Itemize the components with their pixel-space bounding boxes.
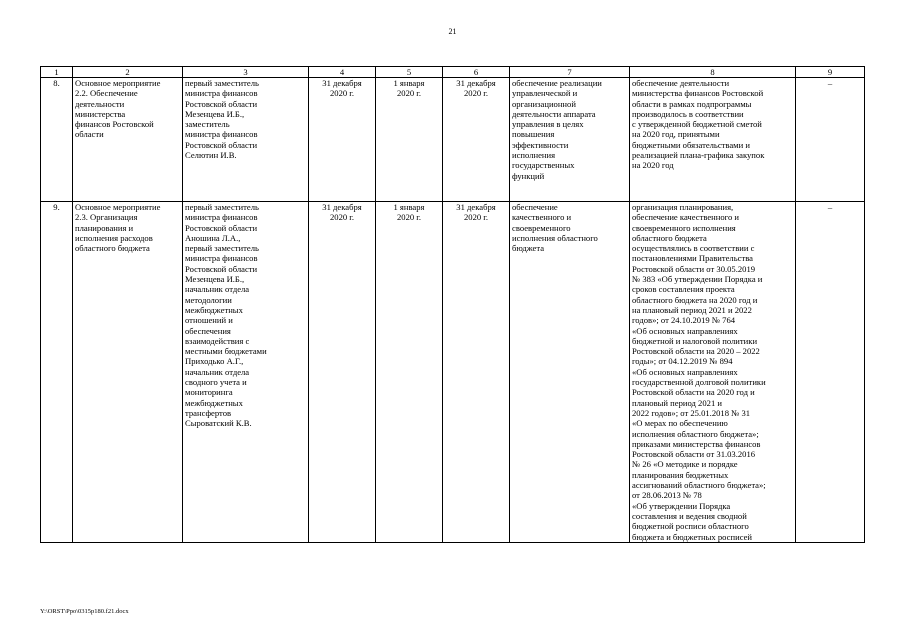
footer-file-path: Y:\ORST\Ppo\0315p180.f21.docx	[40, 608, 129, 615]
column-number-row	[41, 67, 865, 78]
column-header: 4	[309, 67, 376, 78]
actual-start-date: 1 января 2020 г.	[376, 78, 443, 202]
actual-result: обеспечение деятельности министерства финансов Ростовской области в рамках подпрограммы производилось в соответствии с утвержденной бюджетной сметой на 2020 год, принятыми бюджетными обязательствами и реализацией плана-графика закупок на 2020 год	[630, 78, 796, 202]
row-number: 8.	[41, 78, 73, 202]
actual-start-date: 1 января 2020 г.	[376, 202, 443, 543]
responsible-person: первый заместитель министра финансов Ростовской области Мезенцева И.Б., заместитель министра финансов Ростовской области Селютин И.В.	[183, 78, 309, 202]
column-header: 6	[443, 67, 510, 78]
column-header: 3	[183, 67, 309, 78]
row-number: 9.	[41, 202, 73, 543]
table-row	[41, 202, 865, 543]
activity-name: Основное мероприятие 2.2. Обеспечение деятельности министерства финансов Ростовской области	[73, 78, 183, 202]
column-header: 9	[796, 67, 865, 78]
planned-result: обеспечение реализации управленческой и организационной деятельности аппарата управления в целях повышения эффективности исполнения государственных функций	[510, 78, 630, 202]
planned-end-date: 31 декабря 2020 г.	[309, 202, 376, 543]
column-header: 5	[376, 67, 443, 78]
actual-end-date: 31 декабря 2020 г.	[443, 78, 510, 202]
column-header: 2	[73, 67, 183, 78]
report-table	[40, 66, 865, 543]
problems-cell: –	[796, 202, 865, 543]
activity-name: Основное мероприятие 2.3. Организация планирования и исполнения расходов областного бюджета	[73, 202, 183, 543]
planned-result: обеспечение качественного и своевременного исполнения областного бюджета	[510, 202, 630, 543]
column-header: 1	[41, 67, 73, 78]
page-number: 21	[448, 27, 457, 36]
actual-end-date: 31 декабря 2020 г.	[443, 202, 510, 543]
planned-end-date: 31 декабря 2020 г.	[309, 78, 376, 202]
column-header: 7	[510, 67, 630, 78]
actual-result: организация планирования, обеспечение качественного и своевременного исполнения областного бюджета осуществлялись в соответствии с постановлениями Правительства Ростовской области от 30.05.2019 № 383 «Об утверждении Порядка и сроков составления проекта областного бюджета на 2020 год и на плановый период 2021 и 2022 годов»; от 24.10.2019 № 764 «Об основных направлениях бюджетной и налоговой политики Ростовской области на 2020 – 2022 годы»; от 04.12.2019 № 894 «Об основных направлениях государственной долговой политики Ростовской области на 2020 год и плановый период 2021 и 2022 годов»; от 25.01.2018 № 31 «О мерах по обеспечению исполнения областного бюджета»; приказами министерства финансов Ростовской области от 31.03.2016 № 26 «О методике и порядке планирования бюджетных ассигнований областного бюджета»; от 28.06.2013 № 78 «Об утверждении Порядка составления и ведения сводной бюджетной росписи областного бюджета и бюджетных росписей	[630, 202, 796, 543]
problems-cell: –	[796, 78, 865, 202]
column-header: 8	[630, 67, 796, 78]
responsible-person: первый заместитель министра финансов Ростовской области Аношина Л.А., первый заместитель министра финансов Ростовской области Мезенцева И.Б., начальник отдела методологии межбюджетных отношений и обеспечения взаимодействия с местными бюджетами Приходько А.Г., начальник отдела сводного учета и мониторинга межбюджетных трансфертов Сыроватский К.В.	[183, 202, 309, 543]
table-row	[41, 78, 865, 202]
